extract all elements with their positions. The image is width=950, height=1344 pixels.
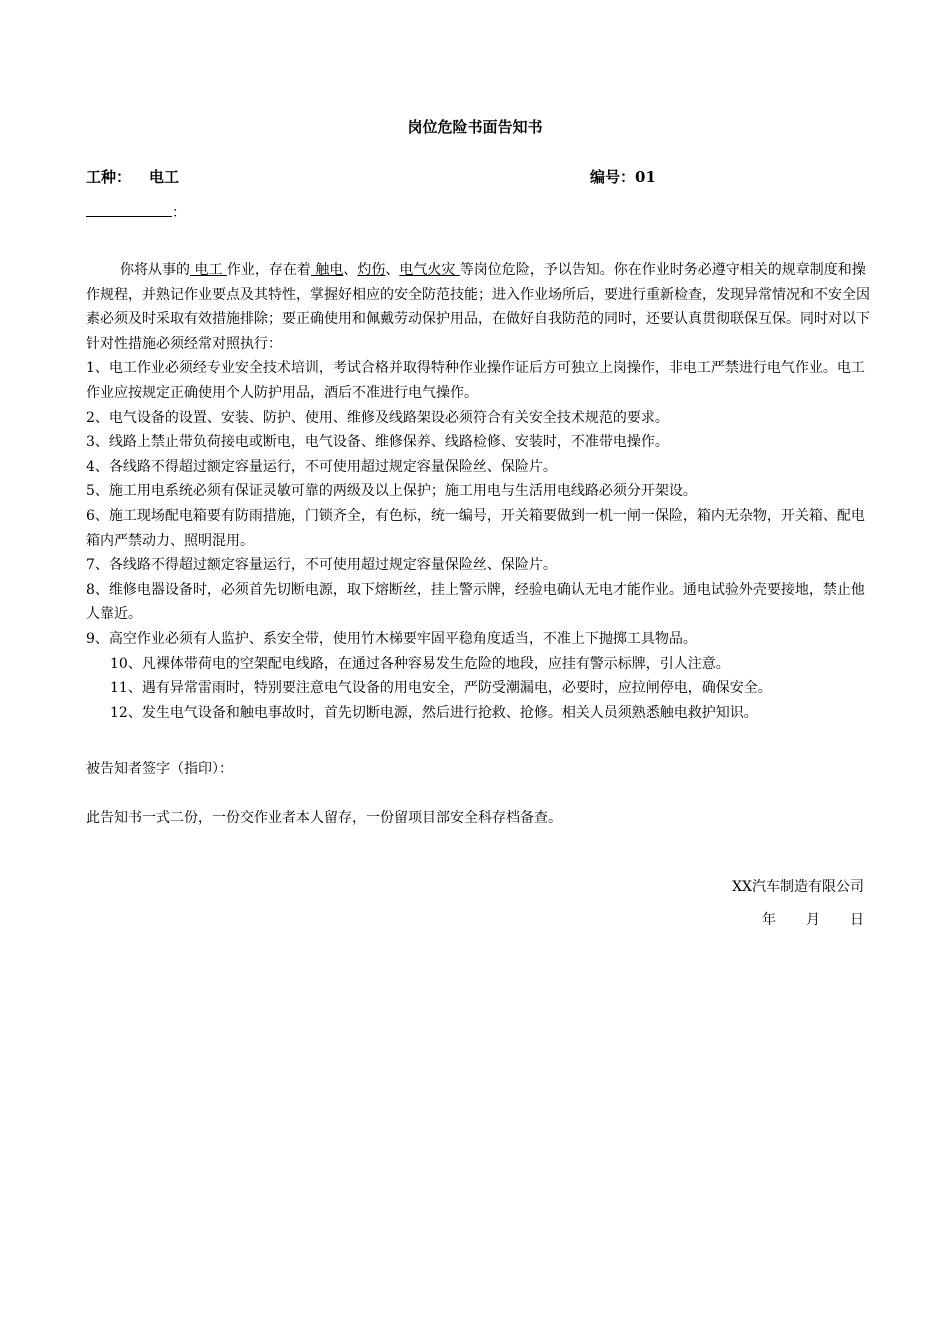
- list-item: 9、高空作业必须有人监护、系安全带，使用竹木梯要牢固平稳角度适当，不准上下抛掷工具物品。: [86, 630, 697, 647]
- notice-body: [86, 258, 876, 725]
- list-item: 12、发生电气设备和触电事故时，首先切断电源，然后进行抢救、抢修。相关人员须熟悉触电救护知识。: [110, 704, 758, 721]
- company-name: XX汽车制造有限公司: [732, 879, 864, 895]
- addressee-line: [86, 202, 186, 222]
- copies-note: 此告知书一式二份，一份交作业者本人留存，一份留项目部安全科存档备查。: [86, 810, 562, 826]
- intro-paragraph: [86, 258, 876, 356]
- date-day: 日: [850, 912, 864, 928]
- intro-sep-2: 、: [385, 262, 400, 278]
- list-item: 10、凡裸体带荷电的空架配电线路，在通过各种容易发生危险的地段，应挂有警示标牌，引人注意。: [110, 655, 730, 672]
- hazard-electrical-fire: 电气火灾: [399, 262, 460, 278]
- intro-sep-1: 、: [343, 262, 358, 278]
- list-item: 11、遇有异常雷雨时，特别要注意电气设备的用电安全，严防受潮漏电，必要时，应拉闸停电，确保安全。: [110, 680, 772, 697]
- list-item: 8、维修电器设备时，必须首先切断电源，取下熔断丝，挂上警示牌，经验电确认无电才能作业。通电试验外壳要接地，禁止他人靠近。: [86, 581, 865, 623]
- list-item: 6、施工现场配电箱要有防雨措施，门锁齐全，有色标，统一编号，开关箱要做到一机一闸一保险，箱内无杂物，开关箱、配电箱内严禁动力、照明混用。: [86, 507, 865, 549]
- job-type: [86, 166, 179, 187]
- intro-text-2: 作业，存在着: [226, 262, 311, 278]
- document-number-label: 编号：: [590, 168, 636, 186]
- date-month: 月: [806, 912, 820, 928]
- intro-text-3: 等岗位危险，予以告知。你在作业时务必遵守相关的规章制度和操作规程，并熟记作业要点及其特性，掌握好相应的安全防范技能；进入作业场所后，要进行重新检查，发现异常情况和不安全因素必须及时采取有效措施排除；要正确使用和佩戴劳动保护用品，在做好自我防范的同时，还要认真贯彻联保互保。同时对以下针对性措施必须经常对照执行：: [86, 262, 870, 352]
- job-type-label: 工种：: [86, 168, 132, 186]
- hazard-electric-shock: 触电: [310, 262, 344, 278]
- date-line: [762, 909, 864, 929]
- intro-text-1: 你将从事的: [120, 262, 190, 278]
- list-item: 4、各线路不得超过额定容量运行，不可使用超过规定容量保险丝、保险片。: [86, 458, 557, 475]
- hazard-burn: 灼伤: [357, 262, 386, 278]
- document-number-value: 01: [635, 168, 656, 186]
- list-item: 1、电工作业必须经专业安全技术培训，考试合格并取得特种作业操作证后方可独立上岗操作，非电工严禁进行电气作业。电工作业应按规定正确使用个人防护用品，酒后不准进行电气操作。: [86, 360, 865, 401]
- date-year: 年: [762, 912, 776, 928]
- intro-job: 电工: [190, 262, 227, 278]
- signature-label: 被告知者签字（指印）：: [86, 761, 233, 777]
- document-number: [590, 166, 656, 187]
- list-item: 3、线路上禁止带负荷接电或断电，电气设备、维修保养、线路检修、安装时，不准带电操作。: [86, 434, 669, 451]
- list-item: 5、施工用电系统必须有保证灵敏可靠的两级及以上保护；施工用电与生活用电线路必须分开架设。: [86, 483, 697, 500]
- job-type-value: 电工: [149, 168, 180, 186]
- list-item: 2、电气设备的设置、安装、防护、使用、维修及线路架设必须符合有关安全技术规范的要求。: [86, 409, 669, 426]
- document-title: 岗位危险书面告知书: [407, 118, 543, 136]
- addressee-blank: [86, 204, 172, 217]
- addressee-suffix: ：: [172, 205, 186, 221]
- list-item: 7、各线路不得超过额定容量运行，不可使用超过规定容量保险丝、保险片。: [86, 557, 557, 574]
